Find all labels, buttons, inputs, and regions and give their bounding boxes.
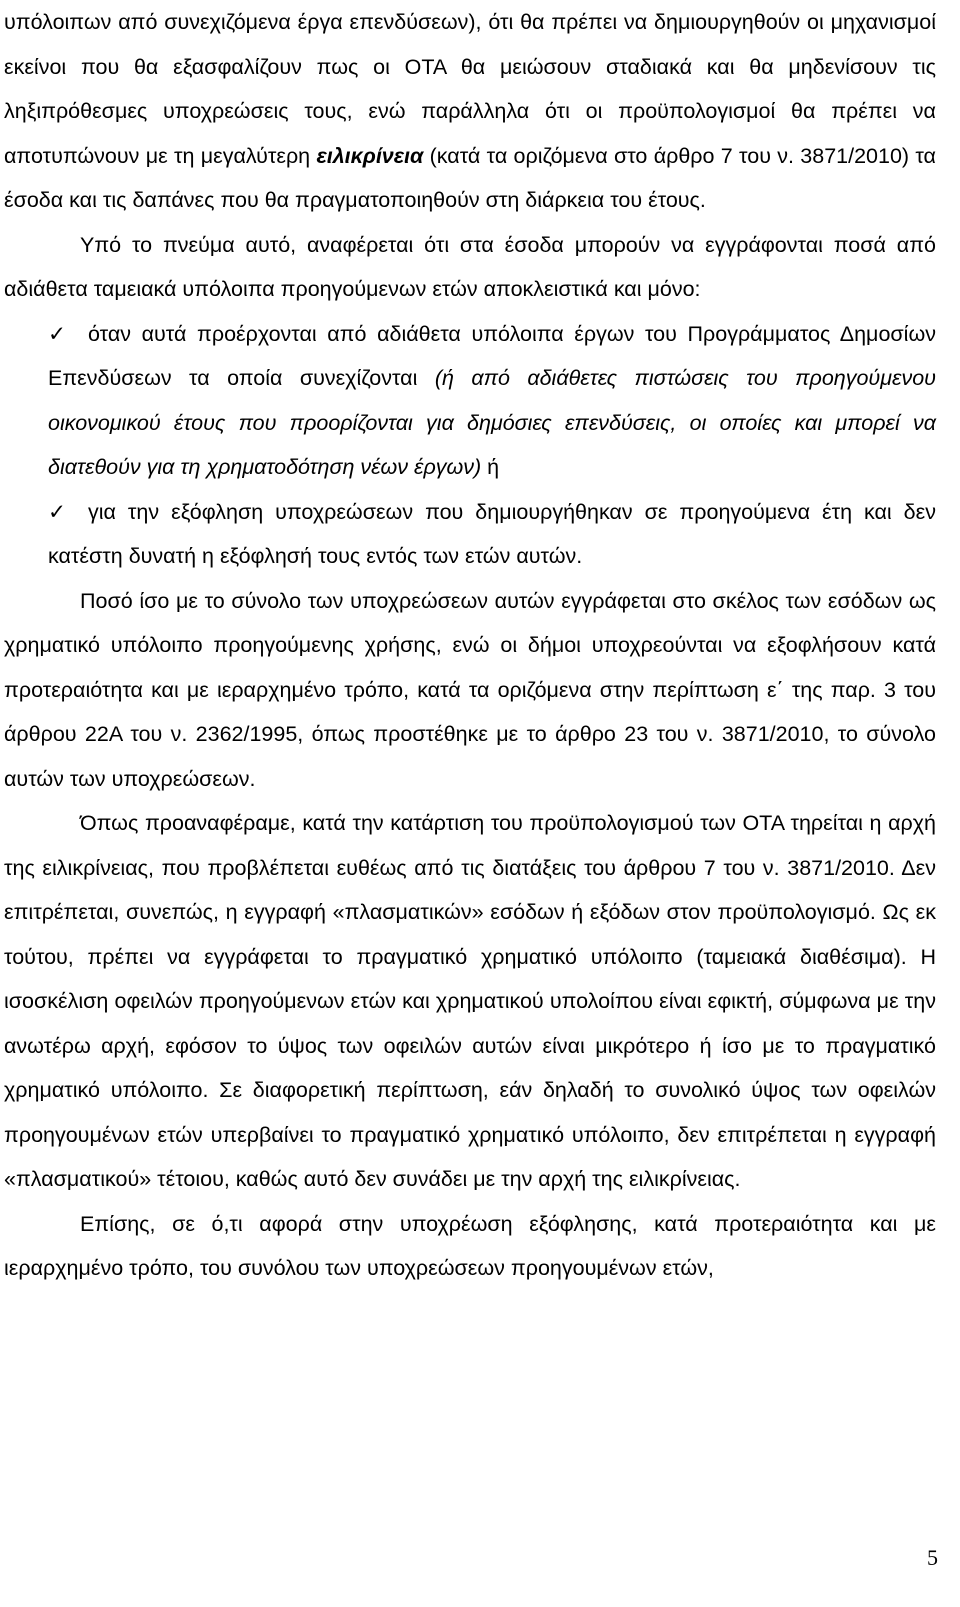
bullet-text <box>48 312 936 490</box>
bullet-list <box>4 312 936 579</box>
paragraph-continuation <box>4 0 936 223</box>
page-number: 5 <box>927 1545 938 1570</box>
bullet-body: όταν αυτά προέρχονται από αδιάθετα υπόλοιπα έργων του Προγράμματος Δημοσίων Επενδύσεων τα οποία συνεχίζονται <box>48 321 936 390</box>
bullet-italic: (ή από αδιάθετες πιστώσεις του προηγούμενου οικονομικού έτους που προορίζονται για δημόσιες επενδύσεις, οι οποίες και μπορεί να διατεθούν για τη χρηματοδότηση νέων έργων) <box>48 366 936 479</box>
paragraph-also: Επίσης, σε ό,τι αφορά στην υποχρέωση εξόφλησης, κατά προτεραιότητα και με ιεραρχημένο τρόπο, του συνόλου των υποχρεώσεων προηγουμένων ετών, <box>4 1211 936 1280</box>
document-page <box>4 0 936 1291</box>
paragraph-sincerity: Όπως προαναφέραμε, κατά την κατάρτιση του προϋπολογισμού των ΟΤΑ τηρείται η αρχή της ειλικρίνειας, που προβλέπεται ευθέως από τις διατάξεις του άρθρου 7 του ν. 3871/2010. Δεν επιτρέπεται, συνεπώς, η εγγραφή «πλασματικών» εσόδων ή εξόδων στον προϋπολογισμό. Ως εκ τούτου, πρέπει να εγγράφεται το πραγματικό χρηματικό υπόλοιπο (ταμειακά διαθέσιμα). Η ισοσκέλιση οφειλών προηγούμενων ετών και χρηματικού υπολοίπου είναι εφικτή, σύμφωνα με την ανωτέρω αρχή, εφόσον το ύψος των οφειλών αυτών είναι μικρότερο ή ίσο με το πραγματικό χρηματικό υπόλοιπο. Σε διαφορετική περίπτωση, εάν δηλαδή το συνολικό ύψος των οφειλών προηγουμένων ετών υπερβαίνει το πραγματικό χρηματικό υπόλοιπο, δεν επιτρέπεται η εγγραφή «πλασματικού» τέτοιου, καθώς αυτό δεν συνάδει με την αρχή της ειλικρίνειας. <box>4 811 936 1191</box>
list-item <box>4 312 936 490</box>
paragraph-text: υπόλοιπων από συνεχιζόμενα έργα επενδύσεων), ότι θα πρέπει να δημιουργηθούν οι μηχανισμοί εκείνοι που θα εξασφαλίζουν πως οι ΟΤΑ θα μειώσουν σταδιακά και θα μηδενίσουν τις ληξιπρόθεσμες υποχρεώσεις τους, ενώ παράλληλα ότι οι προϋπολογισμοί θα πρέπει να αποτυπώνουν με τη μεγαλύτερη <box>4 10 936 168</box>
bullet-tail: ή <box>481 455 500 479</box>
check-icon: ✓ <box>48 321 67 346</box>
emphasis-text: ειλικρίνεια <box>316 143 424 168</box>
bullet-body: για την εξόφληση υποχρεώσεων που δημιουργήθηκαν σε προηγούμενα έτη και δεν κατέστη δυνατή η εξόφλησή τους εντός των ετών αυτών. <box>48 499 936 568</box>
paragraph-text: (κατά τα οριζόμενα στο άρθρο 7 του ν. 3871/2010) τα έσοδα και τις δαπάνες που θα πραγματοποιηθούν στη διάρκεια του έτους. <box>4 143 936 212</box>
paragraph-amount: Ποσό ίσο με το σύνολο των υποχρεώσεων αυτών εγγράφεται στο σκέλος των εσόδων ως χρηματικό υπόλοιπο προηγούμενης χρήσης, ενώ οι δήμοι υποχρεούνται να εξοφλήσουν κατά προτεραιότητα και με ιεραρχημένο τρόπο, κατά τα οριζόμενα στην περίπτωση ε΄ της παρ. 3 του άρθρου 22Α του ν. 2362/1995, όπως προστέθηκε με το άρθρο 23 του ν. 3871/2010, το σύνολο αυτών των υποχρεώσεων. <box>4 588 936 791</box>
paragraph-intro: Υπό το πνεύμα αυτό, αναφέρεται ότι στα έσοδα μπορούν να εγγράφονται ποσά από αδιάθετα ταμειακά υπόλοιπα προηγούμενων ετών αποκλειστικά και μόνο: <box>4 232 936 301</box>
check-icon: ✓ <box>48 499 67 524</box>
list-item <box>4 490 936 579</box>
bullet-text <box>48 490 936 579</box>
